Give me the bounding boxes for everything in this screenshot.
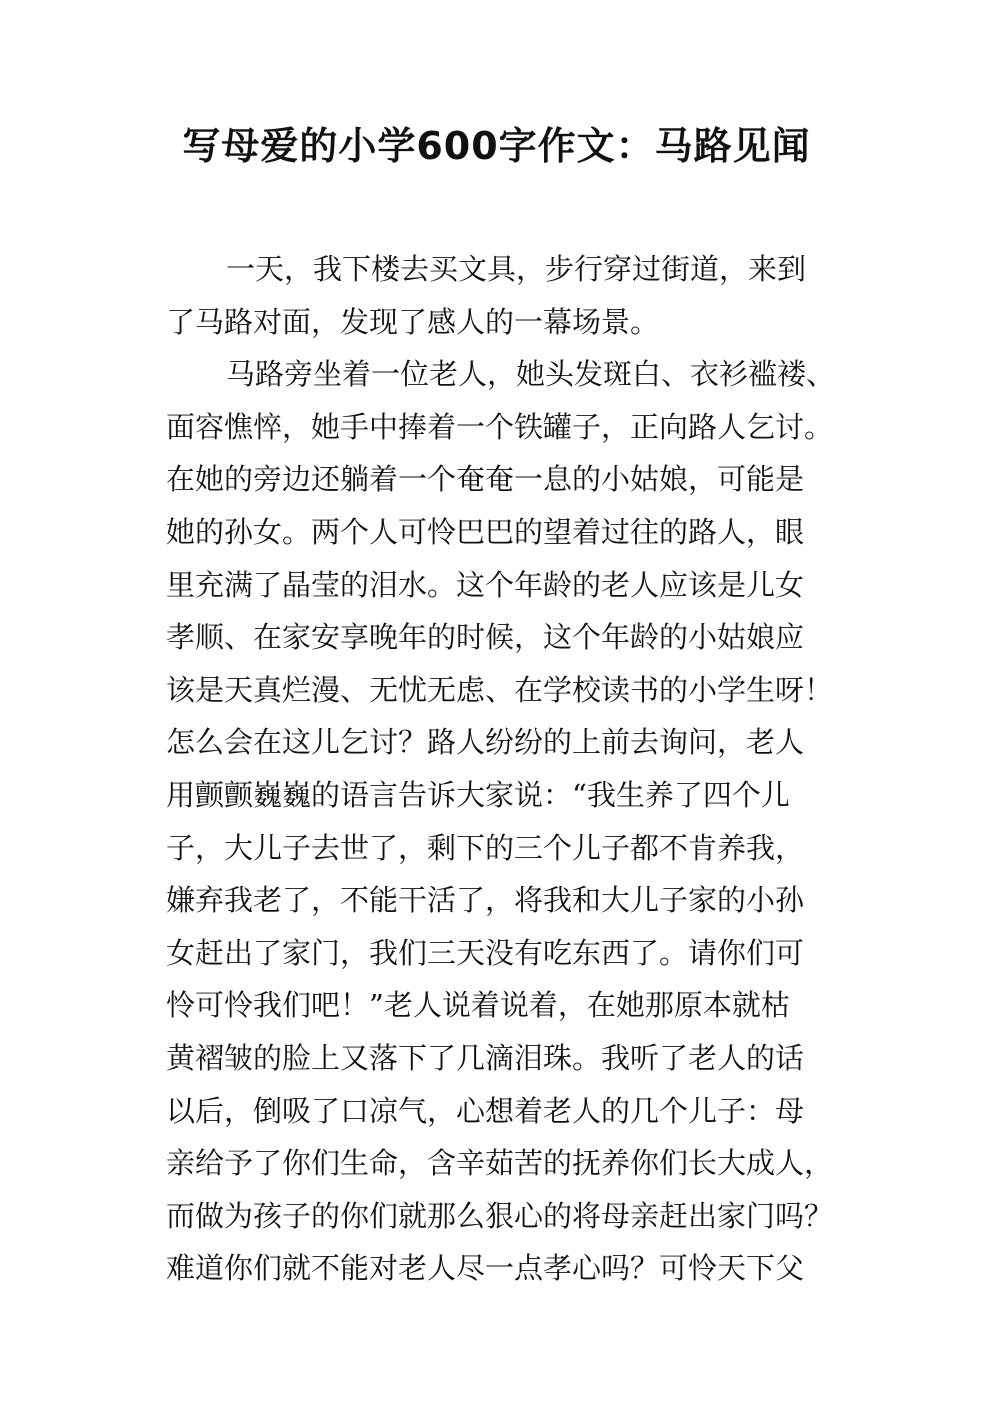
paragraph-line: 黄褶皱的脸上又落下了几滴泪珠。我听了老人的话	[166, 1040, 805, 1075]
paragraph-line: 以后，倒吸了口凉气，心想着老人的几个儿子：母	[166, 1093, 805, 1128]
paragraph-line: 在她的旁边还躺着一个奄奄一息的小姑娘，可能是	[166, 462, 805, 497]
paragraph-line: 里充满了晶莹的泪水。这个年龄的老人应该是儿女	[166, 567, 805, 602]
document-title: 写母爱的小学600字作文：马路见闻	[182, 124, 811, 168]
paragraph-line: 她的孙女。两个人可怜巴巴的望着过往的路人，眼	[166, 514, 805, 549]
paragraph-line: 嫌弃我老了，不能干活了，将我和大儿子家的小孙	[166, 883, 805, 918]
document-body	[166, 243, 856, 1295]
paragraph-line: 面容憔悴，她手中捧着一个铁罐子，正向路人乞讨。	[166, 409, 834, 444]
paragraph-line: 而做为孩子的你们就那么狠心的将母亲赶出家门吗？	[166, 1198, 834, 1233]
paragraph-line: 孝顺、在家安享晚年的时候，这个年龄的小姑娘应	[166, 620, 805, 655]
paragraph-line: 怎么会在这儿乞讨？路人纷纷的上前去询问，老人	[166, 725, 805, 760]
paragraph-line: 了马路对面，发现了感人的一幕场景。	[166, 304, 660, 339]
paragraph-line: 女赶出了家门，我们三天没有吃东西了。请你们可	[166, 935, 805, 970]
paragraph-line: 一天，我下楼去买文具，步行穿过街道，来到	[226, 252, 807, 286]
paragraph-line: 难道你们就不能对老人尽一点孝心吗？可怜天下父	[166, 1251, 805, 1286]
paragraph-line: 用颤颤巍巍的语言告诉大家说：“我生养了四个儿	[166, 777, 790, 812]
paragraph-line: 该是天真烂漫、无忧无虑、在学校读书的小学生呀！	[166, 672, 834, 707]
paragraph-line: 马路旁坐着一位老人，她头发斑白、衣衫褴褛、	[226, 357, 836, 392]
paragraph-line: 子，大儿子去世了，剩下的三个儿子都不肯养我，	[166, 830, 805, 865]
paragraph-line: 亲给予了你们生命，含辛茹苦的抚养你们长大成人，	[166, 1146, 834, 1181]
paragraph-line: 怜可怜我们吧！”老人说着说着，在她那原本就枯	[166, 988, 790, 1023]
